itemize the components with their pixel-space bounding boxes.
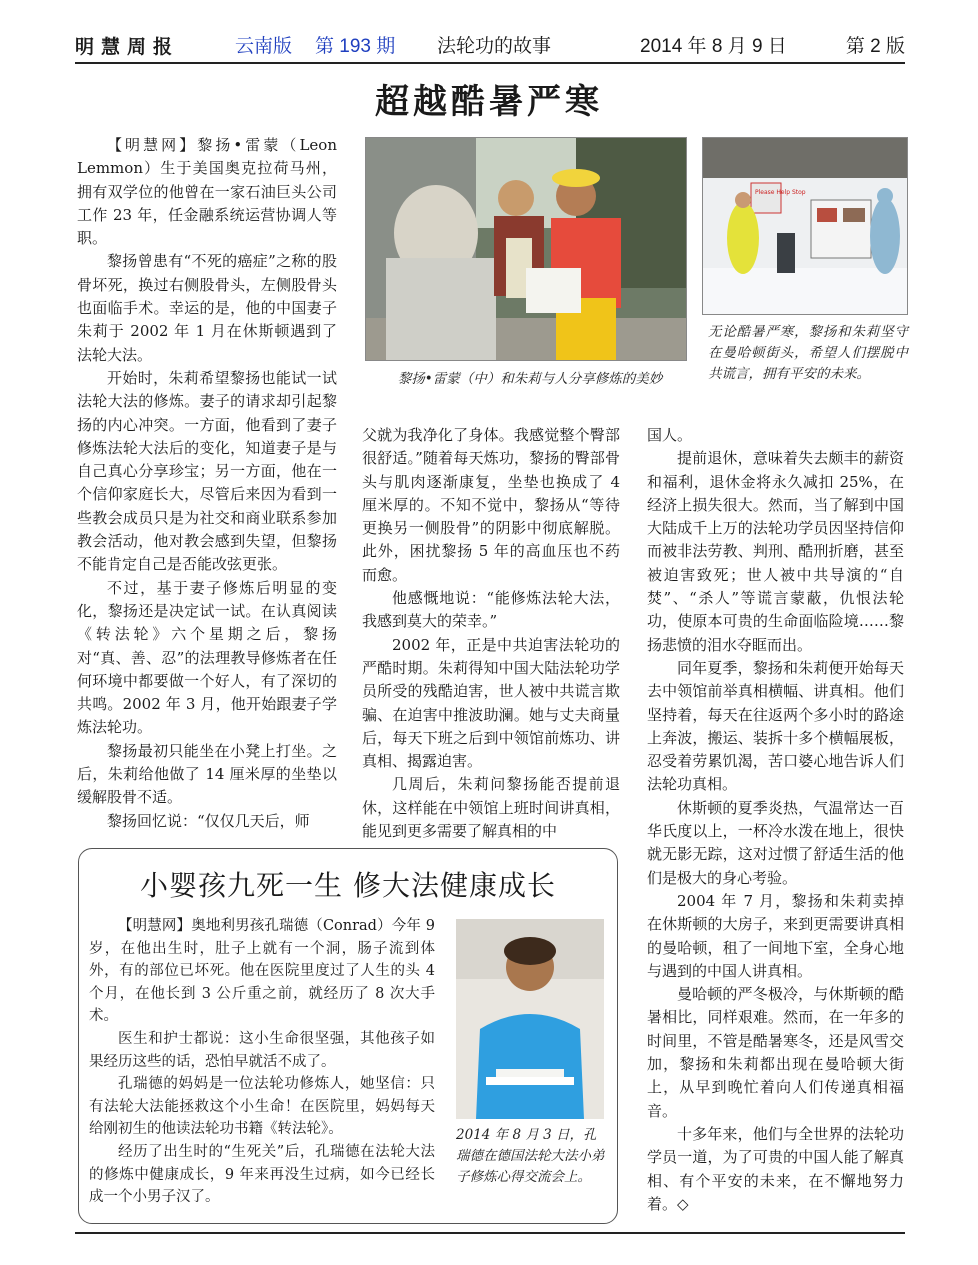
- header-rule: [75, 62, 905, 64]
- article-column-3: [647, 424, 904, 1216]
- issue-number: 第 193 期: [315, 36, 396, 57]
- paragraph: 【明慧网】奥地利男孩孔瑞德（Conrad）今年 9 岁，在他出生时，肚子上就有一个洞，肠子流到体外，有的部位已坏死。他在医院里度过了人生的头 4 个月，在他长到 3 公斤重之前，就经历了 8 次大手术。: [89, 918, 435, 1025]
- street-photo: [365, 137, 687, 361]
- paragraph: 黎扬曾患有“不死的癌症”之称的股骨坏死，换过右侧股骨头，左侧股骨头也面临手术。幸运的是，他的中国妻子朱莉于 2002 年 1 月在休斯顿遇到了法轮大法。: [77, 252, 337, 364]
- paragraph: 医生和护士都说：这小生命很坚强，其他孩子如果经历这些的话，恐怕早就活不成了。: [89, 1030, 435, 1070]
- street-photo-image: [366, 138, 686, 360]
- article-column-1: [77, 134, 337, 833]
- paragraph: 2004 年 7 月，黎扬和朱莉卖掉在休斯顿的大房子，来到更需要讲真相的曼哈顿，租了一间地下室，全身心地与遇到的中国人讲真相。: [647, 891, 904, 980]
- paragraph: 几周后，朱莉问黎扬能否提前退休，这样能在中领馆上班时间讲真相，能见到更多需要了解真相的中: [362, 775, 620, 841]
- photo-caption: 无论酷暑严寒，黎扬和朱莉坚守在曼哈顿街头，希望人们摆脱中共谎言，拥有平安的未来。: [708, 324, 908, 382]
- boy-reading-image: [456, 919, 604, 1119]
- article-column-2: [362, 424, 620, 843]
- edition-label: 云南版: [235, 36, 293, 57]
- boxed-article: [78, 848, 618, 1224]
- paragraph: 曼哈顿的严冬极冷，与休斯顿的酷暑相比，同样艰难。然而，在一年多的时间里，不管是酷暑寒冬，还是风雪交加，黎扬和朱莉都出现在曼哈顿大街上，从早到晚忙着向人们传递真相福音。: [647, 985, 904, 1120]
- paragraph: 黎扬回忆说：“仅仅几天后，师: [107, 811, 310, 830]
- paragraph: 【明慧网】黎扬•雷蒙（Leon Lemmon）生于美国奥克拉荷马州，拥有双学位的他曾在一家石油巨头公司工作 23 年，任金融系统运营协调人等职。: [77, 136, 337, 248]
- boxed-article-body: [89, 915, 435, 1209]
- sign-text: Please Help Stop: [755, 189, 806, 196]
- paragraph: 十多年来，他们与全世界的法轮功学员一道，为了可贵的中国人能了解真相、有个平安的未来，在不懈地努力着。◇: [647, 1124, 904, 1213]
- paragraph: 同年夏季，黎扬和朱莉便开始每天去中领馆前举真相横幅、讲真相。他们坚持着，每天在往返两个多小时的路途上奔波，搬运、装拆十多个横幅展板，忍受着劳累饥渴，苦口婆心地告诉人们法轮功真相。: [647, 658, 904, 794]
- masthead: 明慧周报: [75, 36, 180, 58]
- paragraph: 不过，基于妻子修炼后明显的变化，黎扬还是决定试一试。在认真阅读《转法轮》六个星期之后，黎扬对“真、善、忍”的法理教导修炼者在任何环境中都要做一个好人，有了深切的共鸣。2002 年 3 月，他开始跟妻子学炼法轮功。: [77, 578, 337, 737]
- paragraph: 他感慨地说：“能修炼法轮大法，我感到莫大的荣幸。”: [362, 589, 620, 631]
- paragraph: 开始时，朱莉希望黎扬也能试一试法轮大法的修炼。妻子的请求却引起黎扬的内心冲突。一方面，他看到了妻子修炼法轮大法后的变化，知道妻子是与自己真心分享珍宝；另一方面，他在一个信仰家庭长大，尽管后来因为看到一些教会成员只是为社交和商业联系参加教会活动，他对教会感到失望，但黎扬不能肯定自己是否能改弦更张。: [77, 368, 337, 574]
- footer-rule: [75, 1232, 905, 1234]
- snow-photo: [702, 137, 908, 315]
- page-header: [75, 34, 905, 62]
- boxed-article-title: 小婴孩九死一生 修大法健康成长: [140, 869, 556, 902]
- paragraph: 经历了出生时的“生死关”后，孔瑞德在法轮大法的修炼中健康成长，9 年来再没生过病，如今已经长成一个小男子汉了。: [89, 1143, 435, 1206]
- paragraph: 孔瑞德的妈妈是一位法轮功修炼人，她坚信：只有法轮大法能拯救这个小生命！在医院里，妈妈每天给刚初生的他读法轮功书籍《转法轮》。: [89, 1076, 435, 1138]
- page-number: 第 2 版: [845, 36, 905, 57]
- section-title: 法轮功的故事: [437, 36, 552, 57]
- issue-date: 2014 年 8 月 9 日: [640, 36, 787, 57]
- article-title: 超越酷暑严寒: [375, 82, 603, 122]
- paragraph: 休斯顿的夏季炎热，气温常达一百华氏度以上，一杯冷水泼在地上，很快就无影无踪，这对过惯了舒适生活的他们是极大的身心考验。: [647, 798, 904, 887]
- photo-caption: 黎扬•雷蒙（中）和朱莉与人分享修炼的美妙: [397, 371, 663, 387]
- snow-photo-image: [703, 138, 907, 314]
- paragraph: 提前退休，意味着失去颇丰的薪资和福利，退休金将永久减扣 25%，在经济上损失很大。然而，当了解到中国大陆成千上万的法轮功学员因坚持信仰而被非法劳教、判刑、酷刑折磨，甚至被迫害致死；世人被中共导演的“自焚”、“杀人”等谎言蒙蔽，仇恨法轮功，使原本可贵的生命面临险境……黎扬悲愤的泪水夺眶而出。: [647, 449, 904, 654]
- boy-reading-photo: [456, 919, 604, 1119]
- photo-caption: 2014 年 8 月 3 日，孔瑞德在德国法轮大法小弟子修炼心得交流会上。: [456, 1127, 605, 1185]
- paragraph: 黎扬最初只能坐在小凳上打坐。之后，朱莉给他做了 14 厘米厚的坐垫以缓解股骨不适。: [77, 741, 337, 807]
- paragraph: 父就为我净化了身体。我感觉整个臀部很舒适。”随着每天炼功，黎扬的臀部骨头与肌肉逐渐康复，坐垫也换成了 4 厘米厚的。不知不觉中，黎扬从“等待更换另一侧股骨”的阴影中彻底解脱。此外，困扰黎扬 5 年的高血压也不药而愈。: [362, 426, 620, 584]
- paragraph: 2002 年，正是中共迫害法轮功的严酷时期。朱莉得知中国大陆法轮功学员所受的残酷迫害，世人被中共谎言欺骗、在迫害中推波助澜。她与丈夫商量后，每天下班之后到中领馆前炼功、讲真相、揭露迫害。: [362, 635, 620, 771]
- paragraph: 国人。: [647, 426, 693, 444]
